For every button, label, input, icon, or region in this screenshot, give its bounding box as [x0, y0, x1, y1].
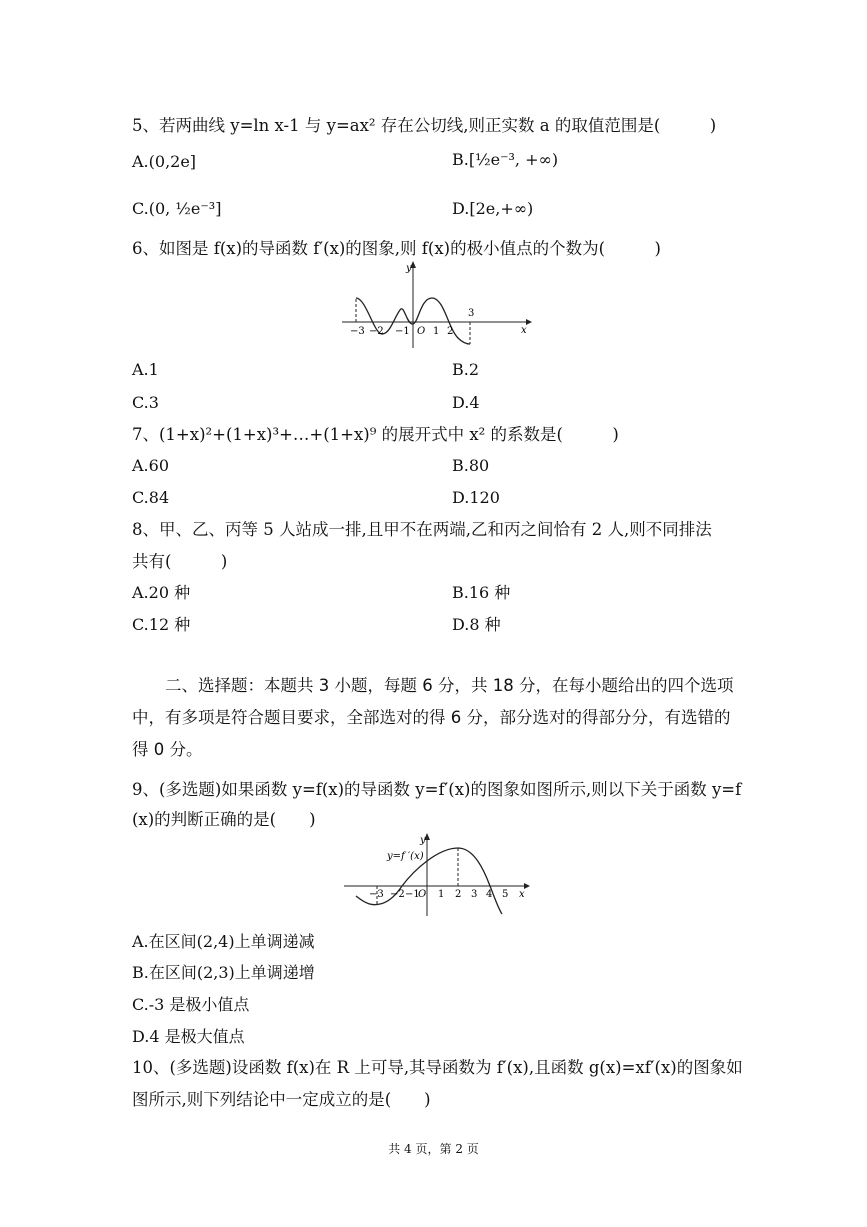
q8-stem-line2: 共有( )	[132, 552, 228, 571]
q5-option-d: D.[2e,+∞)	[452, 199, 534, 218]
q7-option-c: C.84	[132, 488, 170, 507]
q6-tick-neg2: −2	[369, 326, 384, 337]
q9-stem-line1: 9、(多选题)如果函数 y=f(x)的导函数 y=f′(x)的图象如图所示,则以下关于函数 y=f	[132, 780, 742, 799]
section2-instructions: 二、选择题：本题共 3 小题，每题 6 分，共 18 分，在每小题给出的四个选项中，有多项是符合题目要求，全部选对的得 6 分，部分选对的得部分分，有选错的得 0 分。	[132, 676, 734, 759]
q10-stem-line2: 图所示,则下列结论中一定成立的是( )	[132, 1090, 431, 1109]
q6-tick-3: 3	[468, 308, 475, 319]
q9-option-a: A.在区间(2,4)上单调递减	[132, 932, 315, 951]
q5-option-c: C.(0, ½e⁻³]	[132, 199, 222, 218]
q6-option-a: A.1	[132, 360, 159, 379]
q6-tick-1: 1	[433, 326, 440, 337]
q6-tick-neg3: −3	[350, 326, 365, 337]
q9-tick-5: 5	[502, 889, 509, 900]
q6-derivative-graph	[340, 258, 535, 350]
q9-tick-neg3: −3	[369, 889, 384, 900]
q6-tick-2: 2	[447, 326, 454, 337]
q10-stem-line1: 10、(多选题)设函数 f(x)在 R 上可导,其导函数为 f′(x),且函数 g(x)=xf′(x)的图象如	[132, 1058, 743, 1077]
q5-stem: 5、若两曲线 y=ln x-1 与 y=ax² 存在公切线,则正实数 a 的取值范围是( )	[132, 116, 717, 135]
q9-stem-line2: (x)的判断正确的是( )	[132, 810, 316, 829]
q9-option-b: B.在区间(2,3)上单调递增	[132, 963, 315, 982]
q9-origin-label: O	[418, 889, 427, 900]
q9-derivative-graph	[342, 830, 537, 918]
q9-option-c: C.-3 是极小值点	[132, 995, 250, 1014]
q6-option-b: B.2	[452, 360, 480, 379]
q9-tick-neg2: −2	[390, 889, 405, 900]
q6-tick-neg1: −1	[395, 326, 410, 337]
q7-stem: 7、(1+x)²+(1+x)³+…+(1+x)⁹ 的展开式中 x² 的系数是( )	[132, 425, 619, 444]
q9-curve-label: y=f ′(x)	[387, 851, 424, 862]
q7-option-a: A.60	[132, 456, 169, 475]
page-footer: 共 4 页，第 2 页	[388, 1142, 479, 1156]
q9-tick-neg1: −1	[405, 889, 420, 900]
q6-origin-label: O	[417, 326, 426, 337]
q6-option-c: C.3	[132, 393, 159, 412]
q8-option-d: D.8 种	[452, 615, 501, 634]
q8-stem-line1: 8、甲、乙、丙等 5 人站成一排,且甲不在两端,乙和丙之间恰有 2 人,则不同排法	[132, 520, 712, 539]
q5-option-a: A.(0,2e]	[132, 152, 197, 171]
q9-tick-4: 4	[486, 889, 493, 900]
q8-option-c: C.12 种	[132, 615, 191, 634]
q8-option-a: A.20 种	[132, 583, 191, 602]
q9-x-label: x	[519, 889, 525, 900]
q9-tick-2: 2	[455, 889, 462, 900]
q9-y-label: y	[420, 835, 426, 846]
q9-tick-1: 1	[438, 889, 445, 900]
q6-y-label: y	[406, 263, 412, 274]
q9-option-d: D.4 是极大值点	[132, 1027, 245, 1046]
q9-tick-3: 3	[471, 889, 478, 900]
q6-x-label: x	[521, 325, 527, 336]
q6-option-d: D.4	[452, 393, 480, 412]
q7-option-d: D.120	[452, 488, 500, 507]
q8-option-b: B.16 种	[452, 583, 511, 602]
q7-option-b: B.80	[452, 456, 490, 475]
q5-option-b: B.[½e⁻³, +∞)	[452, 150, 559, 169]
q6-stem: 6、如图是 f(x)的导函数 f′(x)的图象,则 f(x)的极小值点的个数为( )	[132, 239, 661, 258]
